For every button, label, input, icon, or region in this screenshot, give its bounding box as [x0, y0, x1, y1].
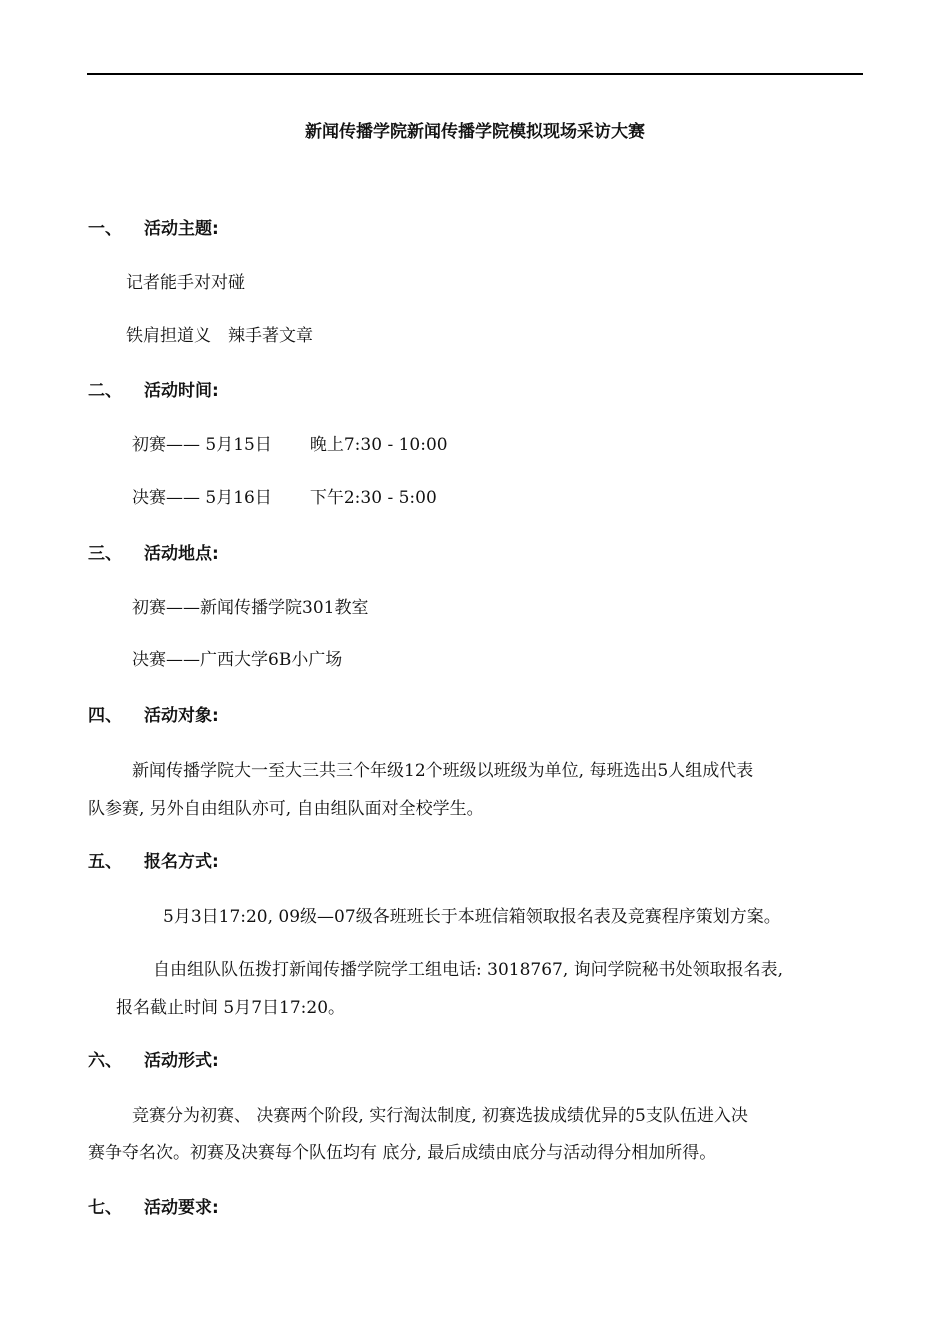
theme-line-1: 记者能手对对碰	[126, 273, 245, 293]
theme-line-2: 铁肩担道义 辣手著文章	[126, 326, 313, 346]
schedule-row-1: 初赛—— 5月15日 晚上7:30 - 10:00	[132, 435, 448, 455]
audience-line-2: 队参赛, 另外自由组队亦可, 自由组队面对全校学生。	[88, 799, 484, 819]
section-heading-7: 七、 活动要求:	[88, 1198, 219, 1218]
audience-line-1: 新闻传播学院大一至大三共三个年级12个班级以班级为单位, 每班选出5人组成代表	[132, 761, 754, 781]
section-heading-5: 五、 报名方式:	[88, 852, 219, 872]
venue-line-1: 初赛——新闻传播学院301教室	[132, 598, 369, 618]
section-heading-4: 四、 活动对象:	[88, 706, 219, 726]
section-heading-2: 二、 活动时间:	[88, 381, 219, 401]
schedule-row-2: 决赛—— 5月16日 下午2:30 - 5:00	[132, 488, 437, 508]
venue-line-2: 决赛——广西大学6B小广场	[132, 650, 343, 670]
section-heading-6: 六、 活动形式:	[88, 1051, 219, 1071]
registration-line-3: 报名截止时间 5月7日17:20。	[116, 998, 346, 1018]
format-line-1: 竞赛分为初赛、 决赛两个阶段, 实行淘汰制度, 初赛选拔成绩优异的5支队伍进入决	[132, 1106, 748, 1126]
registration-line-2: 自由组队队伍拨打新闻传播学院学工组电话: 3018767, 询问学院秘书处领取报名表,	[153, 960, 784, 980]
section-heading-3: 三、 活动地点:	[88, 544, 219, 564]
document-title: 新闻传播学院新闻传播学院模拟现场采访大赛	[305, 122, 645, 142]
registration-line-1: 5月3日17:20, 09级—07级各班班长于本班信箱领取报名表及竞赛程序策划方案。	[163, 907, 781, 927]
section-heading-1: 一、 活动主题:	[88, 219, 219, 239]
top-rule	[87, 73, 863, 75]
format-line-2: 赛争夺名次。初赛及决赛每个队伍均有 底分, 最后成绩由底分与活动得分相加所得。	[88, 1143, 717, 1163]
